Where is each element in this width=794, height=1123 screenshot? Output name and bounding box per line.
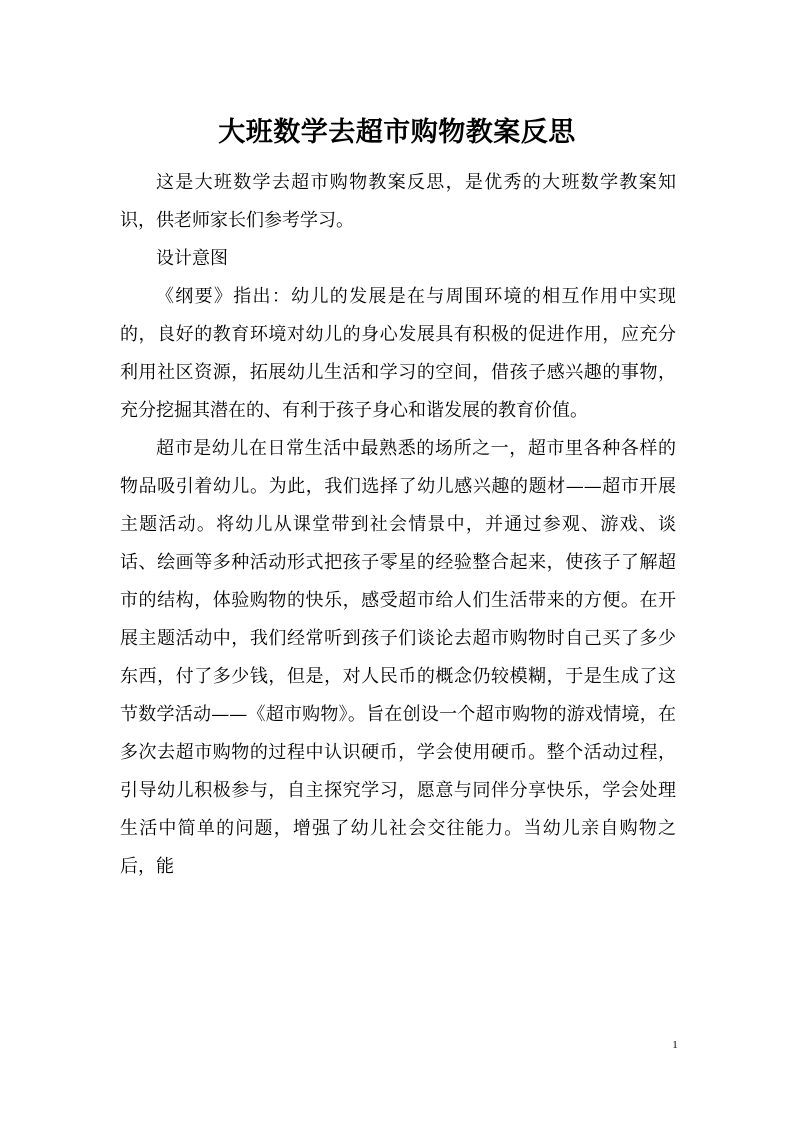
page-number: 1: [672, 1039, 678, 1051]
intro-paragraph: 这是大班数学去超市购物教案反思，是优秀的大班数学教案知识，供老师家长们参考学习。: [120, 172, 676, 231]
document-body: [120, 164, 676, 886]
document-title: 大班数学去超市购物教案反思: [218, 117, 576, 149]
supermarket-paragraph: 超市是幼儿在日常生活中最熟悉的场所之一，超市里各种各样的物品吸引着幼儿。为此，我们选择了幼儿感兴趣的题材——超市开展主题活动。将幼儿从课堂带到社会情景中，并通过参观、游戏、谈话、绘画等多种活动形式把孩子零星的经验整合起来，使孩子了解超市的结构，体验购物的快乐，感受超市给人们生活带来的方便。在开展主题活动中，我们经常听到孩子们谈论去超市购物时自己买了多少东西，付了多少钱，但是，对人民币的概念仍较模糊，于是生成了这节数学活动——《超市购物》。旨在创设一个超市购物的游戏情境，在多次去超市购物的过程中认识硬币，学会使用硬币。整个活动过程，引导幼儿积极参与，自主探究学习，愿意与同伴分享快乐，学会处理生活中简单的问题，增强了幼儿社会交往能力。当幼儿亲自购物之后，能: [120, 438, 676, 877]
guideline-paragraph: 《纲要》指出：幼儿的发展是在与周围环境的相互作用中实现的，良好的教育环境对幼儿的身心发展具有积极的促进作用，应充分利用社区资源，拓展幼儿生活和学习的空间，借孩子感兴趣的事物，充分挖掘其潜在的、有利于孩子身心和谐发展的教育价值。: [120, 286, 676, 421]
section-heading-design-intent: 设计意图: [156, 248, 228, 269]
